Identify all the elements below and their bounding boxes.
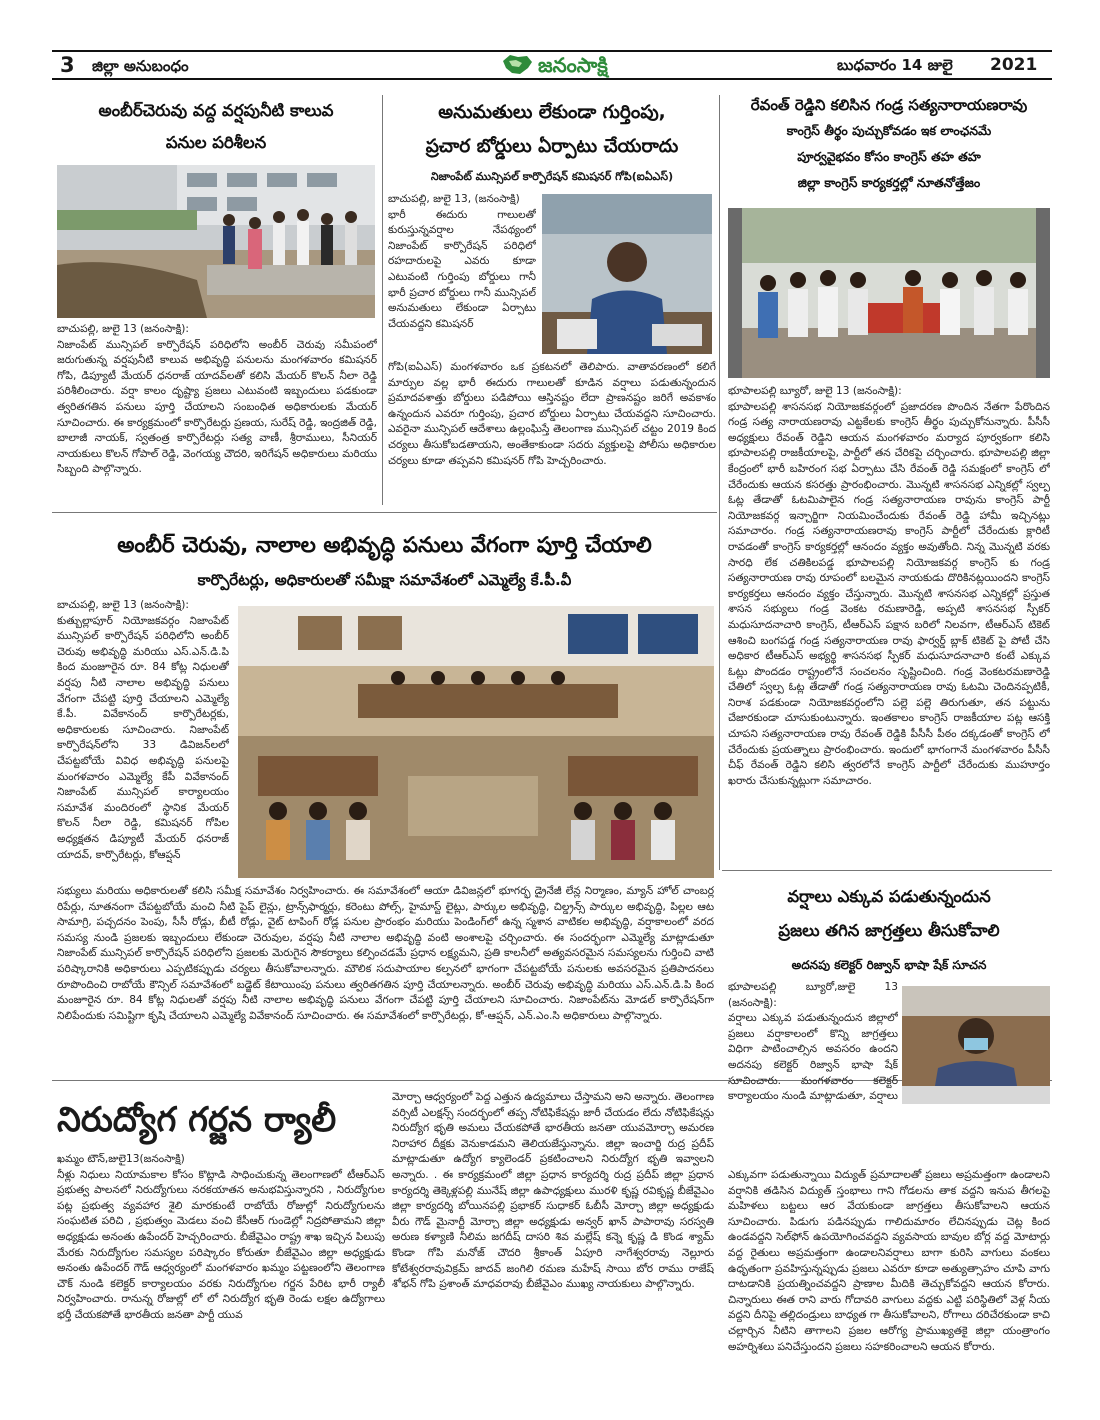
story1-photo: [57, 165, 375, 318]
story2-body: గోపి(ఐఏఎస్) మంగళవారం ఒక ప్రకటనలో తెలిపారు. వాతావరణంలో కలిగే మార్పుల వల్ల భారీ ఈదురు గాలులతో కూడిన వర్షాలు పడుతున్నందున ప్రమాదవశాత్తు బోర్డులు పడిపోయి ఆస్తినష్టం లేదా ప్రాణనష్టం జరిగే అవకాశం ఉన్నందున ఎవరూ గుర్తింపు, ప్రచార బోర్డులు ఏర్పాటు చేయవద్దని సూచించారు. ఎవరైనా మున్సిపల్ ఆదేశాలు ఉల్లంఘిస్తే తెలంగాణ మున్సిపల్ చట్టం 2019 కింద చర్యలు తీసుకోబడతాయని, అంతేకాకుండా సదరు వ్యక్తులపై పోలీసు అధికారుల చర్యలు కూడా తప్పవని కమిషనర్ గోపి హెచ్చరించారు.: [388, 361, 716, 467]
story4-headline: అంబీర్ చెరువు, నాలాల అభివృద్ధి పనులు వేగంగా పూర్తి చేయాలి: [117, 533, 652, 558]
story4-body-side: [57, 598, 229, 882]
story1-dateline: బాచుపల్లి, జులై 13 (జనంసాక్షి):: [57, 323, 189, 335]
story6-dateline: ఖమ్మం టౌన్,జులై13(జనంసాక్షి): [57, 1153, 185, 1165]
story5-title-line1: వర్షాలు ఎక్కువ పడుతున్నందున: [787, 887, 991, 906]
story5-subtitle: అదనపు కలెక్టర్ రిజ్వాన్ భాషా షేక్ సూచన: [791, 958, 987, 972]
story3-photo: [728, 208, 1050, 378]
story6-headline: నిరుద్యోగ గర్జన ర్యాలీ: [57, 1100, 337, 1140]
page-number: 3: [60, 53, 75, 77]
story4-photo: [238, 606, 714, 878]
story4-subtitle: కార్పొరేటర్లు, అధికారులతో సమీక్షా సమావేశంలో ఎమ్మెల్యే కే.పీ.వీ: [197, 571, 572, 589]
story2-dateline: బాచుపల్లి, జులై 13, (జనంసాక్షి): [388, 193, 520, 205]
column-rule: [382, 95, 383, 505]
story6-text: నీళ్లు నిధులు నియామకాల కోసం కొట్లాడి సాధించుకున్న తెలంగాణలో టీఆర్ఎస్ ప్రభుత్వ పాలనలో నిరుద్యోగులు నరకయాతన అనుభవిస్తున్నారని , నిరుద్యోగుల పట్ల ప్రభుత్వ వ్యవహార శైలి మారకుంటే రాబోయే రోజుల్లో నిరుద్యోగులను సంఘటిత పరిచి , ప్రభుత్వం మెడలు వంచి కేసీఆర్ గుండెల్లో నిద్రపోతామని జిల్లా అధ్యక్షుడు అనంతు ఉపేందర్ హెచ్చరించారు. బీజేవైఎం రాష్ట్ర శాఖ ఇచ్చిన పిలుపు మేరకు నిరుద్యోగుల సమస్యల పరిష్కారం కోరుతూ బీజేవైఎం జిల్లా అధ్యక్షుడు అనంతు ఉపేందర్ గౌడ్ ఆధ్వర్యంలో మంగళవారం ఖమ్మం పట్టణంలోని తెలంగాణ చౌక్ నుండి కలెక్టర్ కార్యాలయం వరకు నిరుద్యోగుల గర్జన పేరిట భారీ ర్యాలీ నిర్వహించారు. రానున్న రోజుల్లో లో లో నిరుద్యోగ భృతి రెండు లక్షల ఉద్యోగాలు భర్తీ చేయకపోతే భారతీయ జనతా పార్టీ యువ: [57, 1168, 385, 1321]
story5-title: [724, 880, 1054, 948]
story3-title-line1: రేవంత్ రెడ్డిని కలిసిన గండ్ర సత్యనారాయణరావు: [750, 96, 1028, 114]
story2-body-side: [388, 192, 536, 360]
paper-name: జనంసాక్షి: [538, 53, 608, 77]
story3-title-line4: జిల్లా కాంగ్రెస్ కార్యకర్తల్లో నూతనోత్తేజం: [797, 175, 981, 190]
issue-year: 2021: [990, 55, 1038, 75]
story1-title-line1: అంబీర్‌చెరువు వద్ద వర్షపునీటి కాలువ: [98, 101, 334, 120]
story3-dateline: భూపాలపల్లి బ్యూరో, జులై 13 (జనంసాక్షి):: [728, 385, 902, 397]
story2-title: [388, 96, 716, 164]
story4-body: సభ్యులు మరియు అధికారులతో కలిసి సమీక్ష సమావేశం నిర్వహించారు. ఈ సమావేశంలో ఆయా డివిజన్లలో భూగర్భ డ్రైనేజీ లేన్ల నిర్మాణం, మ్యాన్ హోల్ చాంబర్ల రిపేర్లు, నూతనంగా చేపట్టబోయే మంచి నీటి పైప్ లైన్లు, ట్రాన్స్‌ఫార్మర్లు, కరెంటు పోల్స్, హైమాస్ట్ లైట్లు, పార్కుల అభివృద్ధి, చిల్డ్రన్స్ పార్కుల అభివృద్ధి, పిల్లల ఆట సామాగ్రి, పచ్చదనం పెంపు, సీసీ రోడ్లు, బీటీ రోడ్లు, వైట్ టాపింగ్ రోడ్ల పనుల ప్రారంభం మరియు పెండింగ్‌లో ఉన్న స్మశాన వాటికల అభివృద్ధి, వర్షాకాలంలో వరద సమస్య నుండి ప్రజలకు ఇబ్బందులు లేకుండా చెరువుల, వర్షపు నీటి నాలాల అభివృద్ధి వంటి అంశాలపై చర్చించారు. ఈ సందర్భంగా ఎమ్మెల్యే మాట్లాడుతూ నిజాంపేట్ మున్సిపల్ కార్పొరేషన్ పరిధిలోని ప్రజలకు మెరుగైన సౌకర్యాలు కల్పించడమే ప్రధాన లక్ష్యమని, ప్రతి కాలనీలో అత్యవసరమైన సమస్యలను గుర్తించి వాటి పరిష్కారానికి అధికారులు ఎప్పటికప్పుడు చర్యలు తీసుకోవాలన్నారు. మౌలిక సదుపాయాల కల్పనలో భాగంగా చేపట్టబోయే పనులకు అవసరమైన ప్రతిపాదనలు రూపొందించి రాబోయే కౌన్సిల్ సమావేశంలో బడ్జెట్ కేటాయింపు పనులు త్వరితగతిన పూర్తి చేయాలన్నారు. అంబీర్ చెరువు అభివృద్ధి మరియు ఎస్.ఎన్.డి.పి కింద మంజూరైన రూ. 84 కోట్ల నిధులతో వర్షపు నీటి నాలాల అభివృద్ధి పనులు వేగంగా చేపట్టి పూర్తి చేయాలని సూచించారు. నిజాంపేట్‌ను మోడల్ కార్పొరేషన్‌గా నిలిపేందుకు సమిష్టిగా కృషి చేయాలని ఎమ్మెల్యే వివేకానంద్ సూచించారు. ఈ సమావేశంలో కార్పొరేటర్లు, కో-ఆప్షన్, ఎన్.ఎం.సి అధికారులు పాల్గొన్నారు.: [57, 885, 714, 1022]
story5-body: ఎక్కువగా పడుతున్నాయి విద్యుత్ ప్రమాదాలతో ప్రజలు అప్రమత్తంగా ఉండాలని వర్షానికి తడిసిన విద్యుత్ స్తంభాలు గాని గోడలను తాక వద్దని ఇనుప తీగలపై మహిళలు బట్టలు ఆర వేయకుండా జాగ్రత్తలు తీసుకోవాలని ఆయన సూచించారు. పిడుగు పడినప్పుడు గాలిదుమారం లేచినప్పుడు చెట్ల కింద ఉండవద్దని సెల్‌ఫోన్ ఉపయోగించవద్దని వ్యవసాయ బావుల బోర్ల వద్ద మోటార్లు వద్ద రైతులు అప్రమత్తంగా ఉండాలనివర్షాలు బాగా కురిసి వాగులు వంకలు ఉధృతంగా ప్రవహిస్తున్నప్పుడు ప్రజలు ఎవరూ కూడా అత్యుత్సాహం చూపి వాగు దాటడానికి ప్రయత్నించవద్దని ప్రాణాల మీదికి తెచ్చుకోవద్దని ఆయన కోరారు. చిన్నారులు ఈత రాని వారు గోదావరి వాగులు వద్దకు ఎట్టి పరిస్థితిలో వెళ్ల నీయ వద్దని దీనిపై తల్లిదండ్రులు బాధ్యత గా తీసుకోవాలని, రోగాలు దరిచేరకుండా కాచి చల్లార్చిన నీటిని తాగాలని ప్రజల ఆరోగ్య ప్రాముఖ్యతకై జిల్లా యంత్రాంగం అహర్నిశలు పనిచేస్తుందని ప్రజలు సహకరించాలని ఆయన కోరారు.: [728, 1169, 1050, 1353]
story2-title-line2: ప్రచార బోర్డులు ఏర్పాటు చేయరాదు: [425, 136, 679, 157]
story3-title: [724, 92, 1054, 196]
story1-text: నిజాంపేట్ మున్సిపల్ కార్పొరేషన్ పరిధిలోని అంబీర్ చెరువు సమీపంలో జరుగుతున్న వర్షపునీటి కాలువ అభివృద్ధి పనులను మంగళవారం కమిషనర్ గోపి, డిప్యూటీ మేయర్ ధనరాజ్ యాదవ్‌లతో కలిసి మేయర్ కొలన్ నీలా రెడ్డి పరిశీలించారు. వర్షా కాలం దృష్ట్యా ప్రజలు ఎటువంటి ఇబ్బందులు పడకుండా త్వరితగతిన పనులు పూర్తి చేయాలని సంబంధిత అధికారులకు మేయర్ సూచించారు. ఈ కార్యక్రమంలో కార్పొరేటర్లు ప్రణయ, సురేష్ రెడ్డి, ఇంద్రజిత్ రెడ్డి, బాలాజీ నాయక్, స్వతంత్ర కార్పొరేటర్లు సత్య వాణీ, శ్రీరాములు, సీనియర్ నాయకులు కొలన్ గోపాల్ రెడ్డి, వెంగయ్య చౌదరి, ఇరిగేషన్ అధికారులు మరియు సిబ్బంది పాల్గొన్నారు.: [57, 338, 377, 476]
story1-title: [55, 95, 377, 159]
story6-body-col2: మోర్చా ఆధ్వర్యంలో పెద్ద ఎత్తున ఉద్యమాలు చేస్తామని అని అన్నారు. తెలంగాణ వర్సిటీ ఎలక్షన్స్ సందర్భంలో తప్ప నోటిఫికేషన్లు జారీ చేయడం లేదు నోటిఫికేషన్లు నిరుద్యోగ భృతి అమలు చేయకపోతే భారతీయ జనతా యువమోర్చా అమరణ నిరాహార దీక్షకు వెనుకాడమని తెలియజేస్తున్నాను. జిల్లా ఇంచార్జి రుద్ర ప్రదీప్ మాట్లాడుతూ ఉద్యోగ క్యాలెండర్ ప్రకటించాలని నిరుద్యోగ భృతి ఇవ్వాలని అన్నారు. . ఈ కార్యక్రమంలో జిల్లా ప్రధాన కార్యదర్శి రుద్ర ప్రదీప్ జిల్లా ప్రధాన కార్యదర్శి తెక్కెళ్లపల్లి మునేష్ జిల్లా ఉపాధ్యక్షులు మురళి కృష్ణ రవికృష్ణ బీజేవైఎం జిల్లా కార్యదర్శి బోయినపల్లి ప్రభాకర్ సుధాకర్ ఓబీసీ మోర్చా జిల్లా అధ్యక్షుడు వీరు గౌడ్ మైనార్టీ మోర్చా జిల్లా అధ్యక్షుడు అన్వర్ ఖాన్ పాపారావు సరస్వతి అరుణ కళ్యాణి నీలిమ జగదీష్ దాసరి శివ మల్లేష్ కన్నె కృష్ణ డి కొండ శ్యామ్ కొండా గోపి మనోజ్ చౌదరి శ్రీకాంత్ ఏపూరి నాగేశ్వరరావు నెల్లూరు కోటేశ్వరరావువిక్రమ్ జాదవ్ జంగిలి రమణ మహేష్ సాయి బోర రాము రాజేష్ శోభన్ గోపి ప్రశాంత్ మాధవరావు బీజేవైఎం ముఖ్య నాయకులు పాల్గొన్నారు.: [392, 1091, 714, 1291]
issue-date: బుధవారం 14 జులై: [837, 56, 953, 74]
story3-body: [728, 384, 1050, 866]
story1-title-line2: పనుల పరిశీలన: [165, 133, 267, 152]
story2-side-text: భారీ ఈదురు గాలులతో కురుస్తున్నవర్షాల నేపథ్యంలో నిజాంపేట్ కార్పొరేషన్ పరిధిలో రహదారులపై ఎవరు కూడా ఎటువంటి గుర్తింపు బోర్డులు గానీ భారీ ప్రచార బోర్డులు గానీ మున్సిపల్ అనుమతులు లేకుండా ఏర్పాటు చేయవద్దని కమిషనర్: [388, 208, 536, 330]
story3-text: భూపాలపల్లి శాసనసభ నియోజకవర్గంలో ప్రజాదరణ పొందిన నేతగా పేరొందిన గండ్ర సత్య నారాయణరావు ఎట్టకేలకు కాంగ్రెస్ తీర్థం పుచ్చుకోనున్నారు. పీసీసీ అధ్యక్షులు రేవంత్ రెడ్డిని ఆయన మంగళవారం మర్యాద పూర్వకంగా కలిసి భూపాలపల్లి రాజకీయాలపై, పార్టీలో తన చేరికపై చర్చించారు. భూపాలపల్లి జిల్లా కేంద్రంలో భారీ బహిరంగ సభ ఏర్పాటు చేసి రేవంత్ రెడ్డి సమక్షంలో కాంగ్రెస్ లో చేరేందుకు ఆయన కసరత్తు ప్రారంభించారు. మొన్నటి శాసనసభ ఎన్నికల్లో స్వల్ప ఓట్ల తేడాతో ఓటమిపాలైన గండ్ర సత్యనారాయణ రావును కాంగ్రెస్ పార్టీ నియోజకవర్గ ఇన్చార్జిగా నియమించేందుకు రేవంత్ రెడ్డి హామీ ఇచ్చినట్లు సమాచారం. గండ్ర సత్యనారాయణరావు కాంగ్రెస్ పార్టీలో చేరేందుకు క్లారిటీ రావడంతో కాంగ్రెస్ కార్యకర్తల్లో ఆనందం వ్యక్తం అవుతోంది. నిన్న మొన్నటి వరకు సారధి లేక చతికిలపడ్డ భూపాలపల్లి నియోజకవర్గ కాంగ్రెస్ కు గండ్ర సత్యనారాయణ రావు రూపంలో బలమైన నాయకుడు దొరికినట్లయిందని కాంగ్రెస్ కార్యకర్తలు ఆనందం వ్యక్తం చేస్తున్నారు. మొన్నటి శాసనసభ ఎన్నికల్లో ప్రస్తుత శాసన సభ్యులు గండ్ర వెంకట రమణారెడ్డి, అప్పటి శాసనసభ స్పీకర్ మధుసూదనాచారి కాంగ్రెస్, టీఆర్ఎస్ పక్షాన బరిలో నిలవగా, టీఆర్ఎస్ టికెట్ ఆశించి బంగపడ్డ గండ్ర సత్యనారాయణ రావు ఫార్వర్డ్ బ్లాక్ టికెట్ పై పోటీ చేసి అధికార టీఆర్ఎస్ అభ్యర్థి శాసనసభ స్పీకర్ మధుసూదనాచారి కంటే ఎక్కువ ఓట్లు పొందడం రాష్ట్రంలోనే సంచలనం సృష్టించింది. గండ్ర వెంకటరమణారెడ్డి చేతిలో స్వల్ప ఓట్ల తేడాతో గండ్ర సత్యనారాయణ రావు ఓటమి చెందినప్పటికీ, నిరాశ పడకుండా నియోజకవర్గంలోని పల్లె పల్లె తిరుగుతూ, తన పట్టును చేజారకుండా చూసుకుంటున్నారు. ఇంతకాలం కాంగ్రెస్ రాజకీయాల పట్ల ఆసక్తి చూపని సత్యనారాయణ రావు రేవంత్ రెడ్డికి పీసీసీ పీఠం దక్కడంతో కాంగ్రెస్ లో చేరేందుకు ప్రయత్నాలు ప్రారంభించారు. ఇందులో భాగంగానే మంగళవారం పీసీసీ చీఫ్ రేవంత్ రెడ్డిని కలిసి త్వరలోనే కాంగ్రెస్ పార్టీలో చేరేందుకు ముహూర్తం ఖరారు చేసుకున్నట్లుగా సమాచారం.: [728, 400, 1050, 787]
story3-title-line3: పూర్వవైభవం కోసం కాంగ్రెస్ తహ తహ: [797, 149, 981, 164]
story5-title-line2: ప్రజలు తగిన జాగ్రత్తలు తీసుకోవాలి: [778, 921, 1000, 940]
story2-photo: [542, 194, 712, 354]
story5-photo: [902, 986, 1050, 1104]
masthead: [52, 50, 1052, 80]
section-name: జిల్లా అనుబంధం: [92, 57, 189, 75]
story2-title-line1: అనుమతులు లేకుండా గుర్తింపు,: [438, 102, 666, 123]
column-rule: [52, 512, 717, 513]
story5-dateline: భూపాలపల్లి బ్యూరో,జులై 13 (జనంసాక్షి):: [728, 981, 898, 1009]
column-rule: [719, 95, 720, 870]
story4-dateline: బాచుపల్లి, జులై 13 (జనంసాక్షి):: [57, 599, 189, 611]
story1-body: [57, 322, 377, 508]
story4-side-text: కుత్బుల్లాపూర్ నియోజకవర్గం నిజాంపేట్ మున్సిపల్ కార్పొరేషన్ పరిధిలోని అంబీర్ చెరువు అభివృద్ధి మరియు ఎస్.ఎన్.డి.పి కింద మంజూరైన రూ. 84 కోట్ల నిధులతో వర్షపు నీటి నాలాల అభివృద్ధి పనులు వేగంగా చేపట్టి పూర్తి చేయాలని ఎమ్మెల్యే కే.పీ. వివేకానంద్ కార్పొరేటర్లకు, అధికారులకు సూచించారు. నిజాంపేట్ కార్పొరేషన్‌లోని 33 డివిజన్‌లలో చేపట్టబోయే వివిధ అభివృద్ధి పనులపై మంగళవారం ఎమ్మెల్యే కేపీ వివేకానంద్ నిజాంపేట్ మున్సిపల్ కార్యాలయం సమావేశ మందిరంలో స్థానిక మేయర్ కొలన్ నీలా రెడ్డి, కమిషనర్ గోపిల అధ్యక్షతన డిప్యూటీ మేయర్ ధనరాజ్ యాదవ్, కార్పొరేటర్లు, కోఆప్షన్: [57, 614, 229, 861]
logo-icon: [500, 53, 534, 81]
story6-body: [57, 1152, 385, 1408]
story5-body-side: [728, 980, 898, 1166]
story5-side-text: వర్షాలు ఎక్కువ పడుతున్నందున జిల్లాలో ప్రజలు వర్షాకాలంలో కొన్ని జాగ్రత్తలు విధిగా పాటించాల్సిన అవసరం ఉందని అదనపు కలెక్టర్ రిజ్వాన్ భాషా షేక్ సూచించారు. మంగళవారం కలెక్టర్ కార్యాలయం నుండి మాట్లాడుతూ, వర్షాలు: [728, 1012, 898, 1103]
story2-subtitle: నిజాంపేట్ మున్సిపల్ కార్పొరేషన్ కమిషనర్ గోపి(ఐఏఎస్): [430, 170, 674, 183]
story3-title-line2: కాంగ్రెస్ తీర్థం పుచ్చుకోవడం ఇక లాంఛనమే: [786, 123, 992, 138]
column-rule: [722, 870, 1052, 871]
